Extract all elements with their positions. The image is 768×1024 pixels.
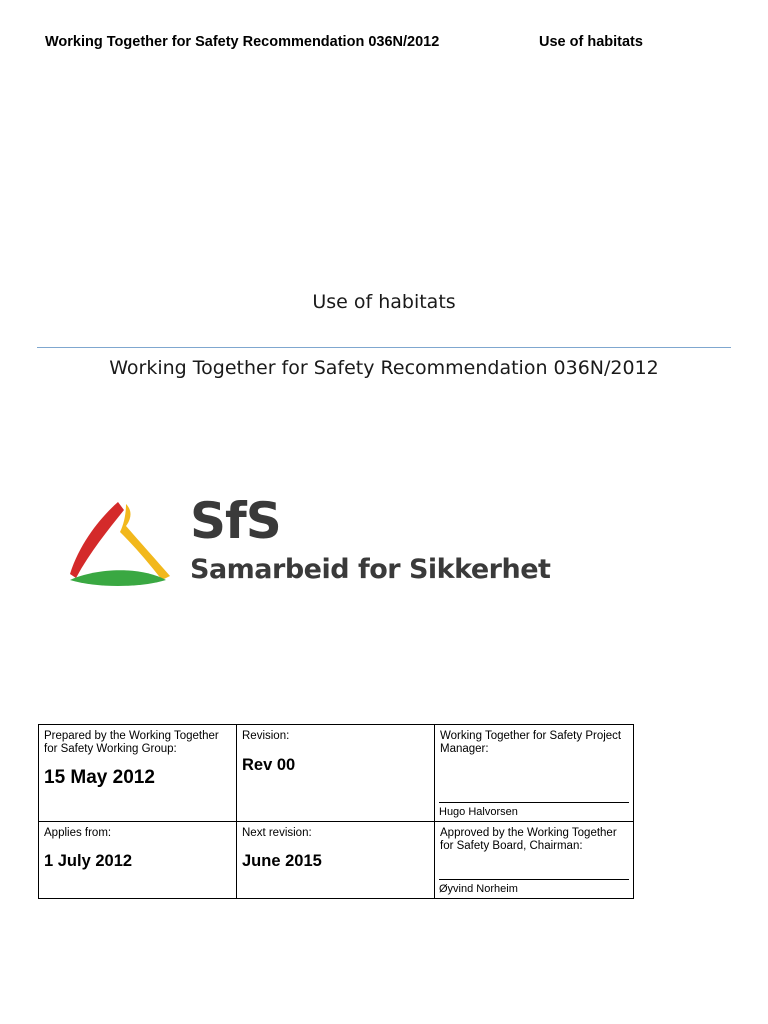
applies-value: 1 July 2012 bbox=[44, 852, 133, 870]
logo-green-stroke bbox=[70, 570, 166, 586]
revision-value: Rev 00 bbox=[242, 756, 296, 774]
prepared-label: Prepared by the Working Together for Safety Working Group: bbox=[44, 730, 219, 755]
revision-label: Revision: bbox=[242, 730, 290, 742]
document-subtitle: Working Together for Safety Recommendation 036N/2012 bbox=[109, 357, 659, 379]
logo-abbreviation: SfS bbox=[190, 492, 281, 550]
prepared-date: 15 May 2012 bbox=[44, 767, 155, 788]
revision-cell bbox=[237, 725, 435, 822]
info-row-1 bbox=[39, 725, 634, 822]
next-revision-cell bbox=[237, 822, 435, 899]
title-divider bbox=[37, 347, 731, 348]
document-title: Use of habitats bbox=[312, 291, 456, 313]
approved-label: Approved by the Working Together for Safety Board, Chairman: bbox=[440, 827, 617, 852]
next-revision-label: Next revision: bbox=[242, 827, 312, 839]
running-header-left: Working Together for Safety Recommendation 036N/2012 bbox=[45, 34, 440, 50]
applies-cell bbox=[39, 822, 237, 899]
applies-label: Applies from: bbox=[44, 827, 112, 839]
next-revision-value: June 2015 bbox=[242, 852, 322, 870]
running-header-right: Use of habitats bbox=[539, 34, 643, 50]
manager-label: Working Together for Safety Project Manager: bbox=[440, 730, 622, 755]
manager-cell bbox=[435, 725, 634, 822]
logo-organization-name: Samarbeid for Sikkerhet bbox=[190, 554, 551, 585]
document-info-table bbox=[38, 724, 634, 899]
logo-yellow-stroke bbox=[120, 504, 170, 580]
sfs-logo bbox=[66, 492, 551, 592]
approved-cell bbox=[435, 822, 634, 899]
prepared-cell bbox=[39, 725, 237, 822]
manager-signature-name: Hugo Halvorsen bbox=[439, 802, 629, 818]
sfs-triangle-icon bbox=[66, 496, 176, 592]
logo-red-stroke bbox=[70, 502, 124, 578]
info-row-2 bbox=[39, 822, 634, 899]
approved-signature-name: Øyvind Norheim bbox=[439, 879, 629, 895]
